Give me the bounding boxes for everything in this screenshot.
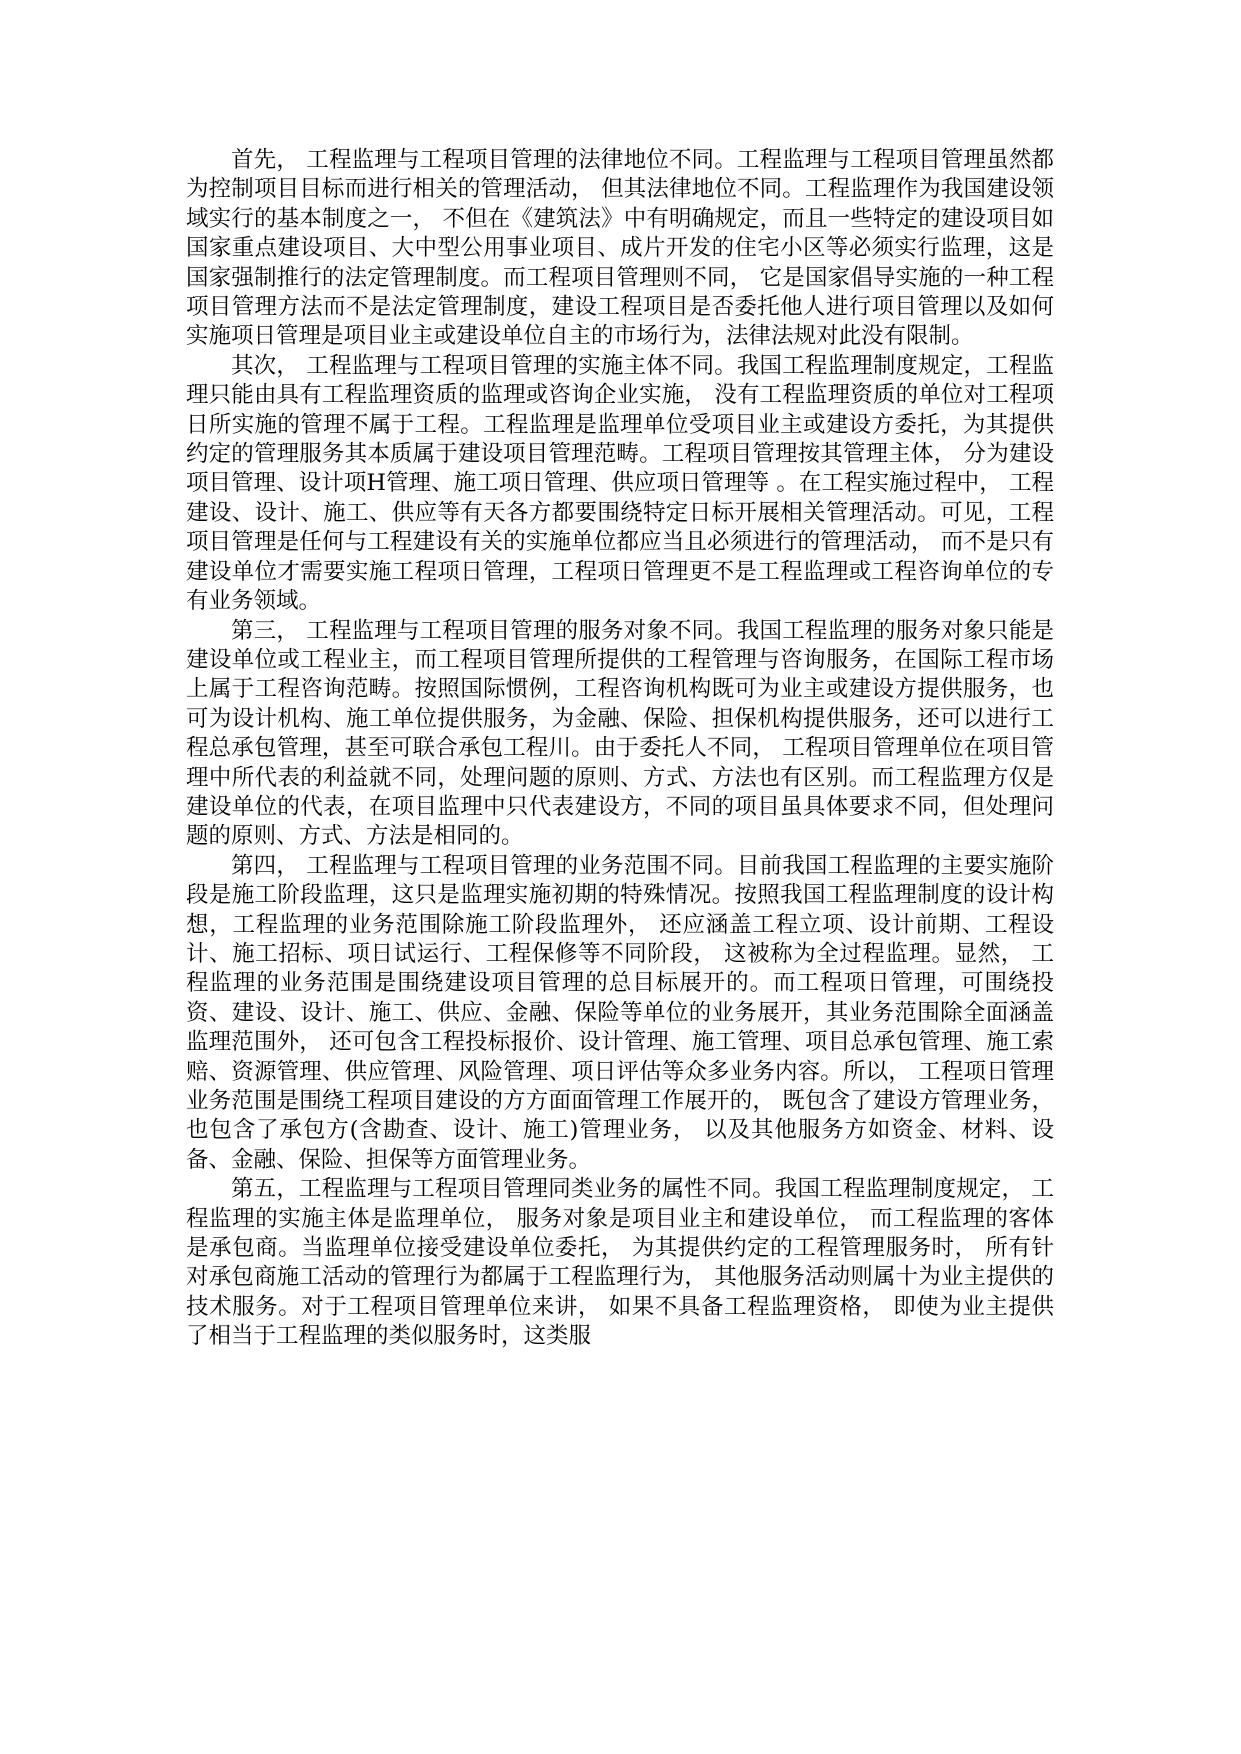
paragraph-implementing-subject: 其次， 工程监理与工程项目管理的实施主体不同。我国工程监理制度规定，工程监理只能由具有工程监理资质的监理或咨询企业实施， 没有工程监理资质的单位对工程项日所实施的管理不属于工程。工程监理是监理单位受项目业主或建设方委托，为其提供约定的管理服务其本质属于建设项目管理范畴。工程项目管理按其管理主体， 分为建设项目管理、设计项H管理、施工项日管理、供应项日管理等 。在工程实施过程中， 工程建设、设计、施工、供应等有天各方都要围绕特定日标开展相关管理活动。可见，工程项目管理是任何与工程建设有关的实施单位都应当且必须进行的管理活动， 而不是只有建设单位才需要实施工程项日管理，工程项日管理更不是工程监理或工程咨询单位的专有业务领域。 <box>186 352 1054 615</box>
paragraph-business-scope: 第四， 工程监理与工程项目管理的业务范围不同。目前我国工程监理的主要实施阶段是施工阶段监理，这只是监理实施初期的特殊情况。按照我国工程监理制度的设计构想，工程监理的业务范围除施工阶段监理外， 还应涵盖工程立项、设计前期、工程设计、施工招标、项日试运行、工程保修等不同阶段， 这被称为全过程监理。显然， 工程监理的业务范围是围绕建设项目管理的总目标展开的。而工程项日管理，可围绕投资、建设、设计、施工、供应、金融、保险等单位的业务展开，其业务范围除全面涵盖监理范围外， 还可包含工程投标报价、设计管理、施工管理、项目总承包管理、施工索赔、资源管理、供应管理、风险管理、项日评估等众多业务内容。所以， 工程项日管理业务范围是围绕工程项目建设的方方面面管理工作展开的， 既包含了建设方管理业务， 也包含了承包方(含勘查、设计、施工)管理业务， 以及其他服务方如资金、材料、设备、金融、保险、担保等方面管理业务。 <box>186 852 1054 1173</box>
paragraph-legal-status: 首先， 工程监理与工程项目管理的法律地位不同。工程监理与工程项目管理虽然都为控制项目目标而进行相关的管理活动， 但其法律地位不同。工程监理作为我国建设领域实行的基本制度之一， 不但在《建筑法》中有明确规定，而且一些特定的建设项目如国家重点建设项目、大中型公用事业项目、成片开发的住宅小区等必须实行监理，这是国家强制推行的法定管理制度。而工程项目管理则不同， 它是国家倡导实施的一种工程项目管理方法而不是法定管理制度，建设工程项目是否委托他人进行项目管理以及如何实施项日管理是项目业主或建设单位自主的市场行为，法律法规对此没有限制。 <box>186 147 1054 350</box>
paragraph-service-object: 第三， 工程监理与工程项目管理的服务对象不同。我国工程监理的服务对象只能是建设单位或工程业主，而工程项目管理所提供的工程管理与咨询服务，在国际工程市场上属于工程咨询范畴。按照国际惯例，工程咨询机构既可为业主或建设方提供服务，也可为设计机构、施工单位提供服务，为金融、保险、担保机构提供服务，还可以进行工程总承包管理，甚至可联合承包工程川。由于委托人不同， 工程项目管理单位在项目管理中所代表的利益就不同，处理问题的原则、方式、方法也有区别。而工程监理方仅是建设单位的代表，在项目监理中只代表建设方，不同的项目虽具体要求不同，但处理问题的原则、方式、方法是相同的。 <box>186 617 1054 850</box>
document-body <box>186 146 1054 1352</box>
paragraph-business-attributes: 第五，工程监理与工程项目管理同类业务的属性不同。我国工程监理制度规定， 工程监理的实施主体是监理单位， 服务对象是项目业主和建设单位， 而工程监理的客体是承包商。当监理单位接受建设单位委托， 为其提供约定的工程管理服务时， 所有针对承包商施工活动的管理行为都属于工程监理行为， 其他服务活动则属十为业主提供的技术服务。对于工程项目管理单位来讲， 如果不具备工程监理资格， 即使为业主提供了相当于工程监理的类似服务时，这类服 <box>186 1176 1054 1350</box>
